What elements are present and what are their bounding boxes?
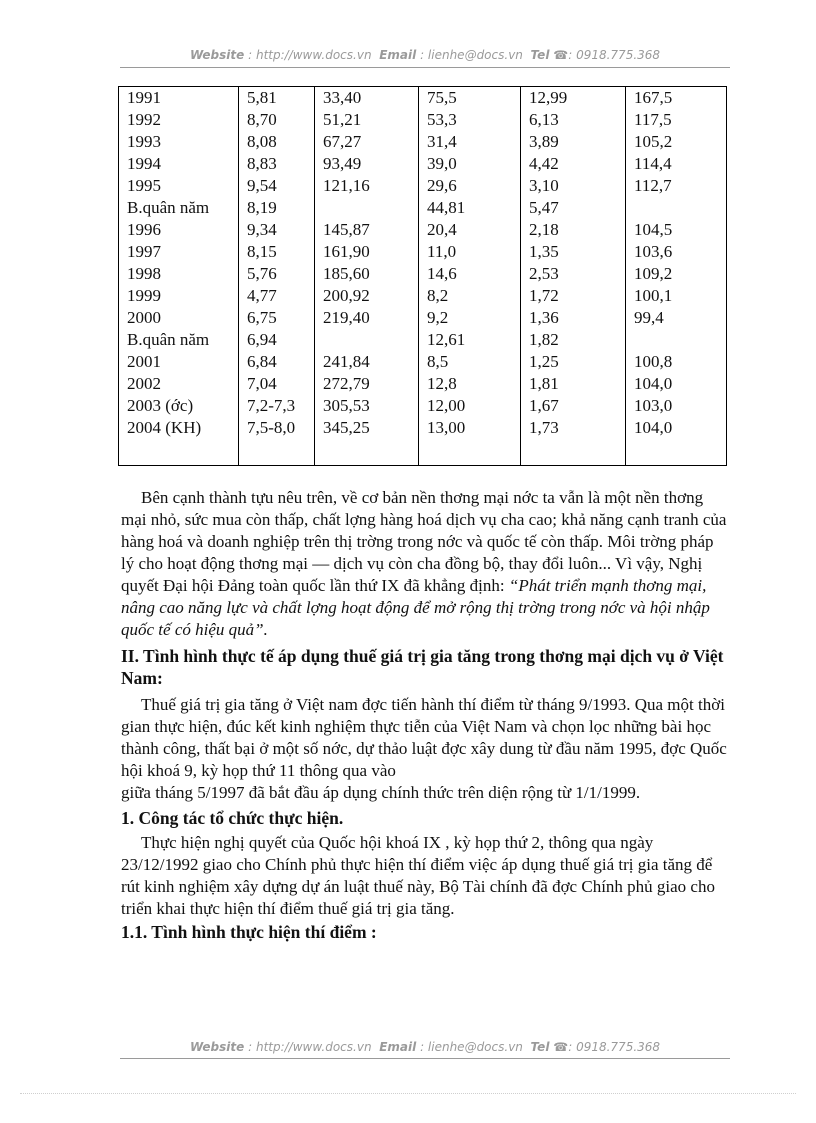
table-cell: 305,53 bbox=[315, 395, 419, 417]
table-cell: 345,25 bbox=[315, 417, 419, 439]
table-cell: 1,25 bbox=[521, 351, 626, 373]
table-cell: 2001 bbox=[119, 351, 239, 373]
table-cell bbox=[315, 329, 419, 351]
table-cell: 5,76 bbox=[239, 263, 315, 285]
paragraph-vat-history: Thuế giá trị gia tăng ở Việt nam đợc tiến hành thí điểm từ tháng 9/1993. Qua một thời gian thực hiện, đúc kết kinh nghiệm thực tiễn của Việt Nam và chọn lọc những bài học thành công, thất bại ở một số nớc, dự thảo luật đợc xây dung từ đầu năm 1995, đợc Quốc hội khoá 9, kỳ họp thứ 11 thông qua vào bbox=[121, 695, 727, 780]
table-cell: 1998 bbox=[119, 263, 239, 285]
table-cell: 1,67 bbox=[521, 395, 626, 417]
table-cell: 12,8 bbox=[419, 373, 521, 395]
tel-label: Tel bbox=[530, 1040, 550, 1054]
table-cell: 1,73 bbox=[521, 417, 626, 439]
table-cell: 161,90 bbox=[315, 241, 419, 263]
table-row bbox=[119, 131, 727, 153]
table-cell: 1,36 bbox=[521, 307, 626, 329]
table-cell: 67,27 bbox=[315, 131, 419, 153]
table-cell: 1995 bbox=[119, 175, 239, 197]
table-row bbox=[119, 153, 727, 175]
table-cell: 29,6 bbox=[419, 175, 521, 197]
table-row bbox=[119, 329, 727, 351]
table-cell: 7,5-8,0 bbox=[239, 417, 315, 439]
table-row bbox=[119, 197, 727, 219]
email-value[interactable]: : lienhe@docs.vn bbox=[420, 1040, 523, 1054]
table-cell: 3,10 bbox=[521, 175, 626, 197]
table-row bbox=[119, 395, 727, 417]
table-cell: 6,84 bbox=[239, 351, 315, 373]
header-rule bbox=[120, 67, 730, 68]
table-cell: 4,42 bbox=[521, 153, 626, 175]
table-cell: 100,1 bbox=[626, 285, 727, 307]
table-cell: 2000 bbox=[119, 307, 239, 329]
table-cell: 8,2 bbox=[419, 285, 521, 307]
table-cell: 272,79 bbox=[315, 373, 419, 395]
table-cell: 9,2 bbox=[419, 307, 521, 329]
table-cell: 241,84 bbox=[315, 351, 419, 373]
table-cell: 8,15 bbox=[239, 241, 315, 263]
table-cell: 31,4 bbox=[419, 131, 521, 153]
table-cell: 1999 bbox=[119, 285, 239, 307]
table-cell: 5,47 bbox=[521, 197, 626, 219]
table-cell: 200,92 bbox=[315, 285, 419, 307]
table-cell: 12,61 bbox=[419, 329, 521, 351]
table-row bbox=[119, 241, 727, 263]
table-cell: 1997 bbox=[119, 241, 239, 263]
table-cell: B.quân năm bbox=[119, 197, 239, 219]
table-cell: 1992 bbox=[119, 109, 239, 131]
section-heading-ii: II. Tình hình thực tế áp dụng thuế giá trị gia tăng trong thơng mại dịch vụ ở Việt Nam: bbox=[121, 646, 724, 688]
table-bottom-row bbox=[119, 439, 727, 466]
table-cell: 109,2 bbox=[626, 263, 727, 285]
table-cell: 2004 (KH) bbox=[119, 417, 239, 439]
page-header bbox=[120, 48, 730, 62]
resolution-quote: “Phát triển mạnh thơng mại, nâng cao năng lực và chất lợng hoạt động để mở rộng thị trờng trong nớc và hội nhập quốc tế có hiệu quả”. bbox=[121, 576, 710, 639]
table-cell: 39,0 bbox=[419, 153, 521, 175]
table-cell: 8,70 bbox=[239, 109, 315, 131]
table-cell: 2002 bbox=[119, 373, 239, 395]
table-cell: 8,19 bbox=[239, 197, 315, 219]
table-cell: 121,16 bbox=[315, 175, 419, 197]
statistics-table bbox=[118, 86, 727, 466]
tel-value: ☎: 0918.775.368 bbox=[553, 1040, 661, 1054]
table-cell: 4,77 bbox=[239, 285, 315, 307]
table-row bbox=[119, 87, 727, 110]
paragraph-implementation: Thực hiện nghị quyết của Quốc hội khoá IX , kỳ họp thứ 2, thông qua ngày 23/12/1992 giao cho Chính phủ thực hiện thí điểm việc áp dụng thuế giá trị gia tăng để rút kinh nghiệm xây dựng dự án luật thuế này, Bộ Tài chính đã đợc Chính phủ giao cho triển khai thực hiện thí điểm thuế giá trị gia tăng. bbox=[121, 833, 715, 918]
table-cell: 12,99 bbox=[521, 87, 626, 110]
website-url[interactable]: : http://www.docs.vn bbox=[248, 48, 372, 62]
website-label: Website bbox=[189, 48, 245, 62]
table-cell: 5,81 bbox=[239, 87, 315, 110]
table-cell: 11,0 bbox=[419, 241, 521, 263]
table-cell: 104,0 bbox=[626, 417, 727, 439]
table-row bbox=[119, 351, 727, 373]
table-row bbox=[119, 175, 727, 197]
email-label: Email bbox=[379, 1040, 417, 1054]
email-label: Email bbox=[379, 48, 417, 62]
table-cell: 44,81 bbox=[419, 197, 521, 219]
paragraph-vat-history-cont: giữa tháng 5/1997 đã bắt đầu áp dụng chính thức trên diện rộng từ 1/1/1999. bbox=[121, 783, 641, 802]
table-cell: 9,34 bbox=[239, 219, 315, 241]
statistics-table-body bbox=[119, 87, 727, 466]
email-value[interactable]: : lienhe@docs.vn bbox=[420, 48, 523, 62]
table-cell: 105,2 bbox=[626, 131, 727, 153]
table-cell: 1991 bbox=[119, 87, 239, 110]
table-cell: 1,81 bbox=[521, 373, 626, 395]
table-cell: 99,4 bbox=[626, 307, 727, 329]
table-cell: 33,40 bbox=[315, 87, 419, 110]
table-cell: 117,5 bbox=[626, 109, 727, 131]
table-cell: 167,5 bbox=[626, 87, 727, 110]
paragraph-trade-overview bbox=[121, 487, 731, 641]
table-cell: 6,13 bbox=[521, 109, 626, 131]
table-cell: 104,5 bbox=[626, 219, 727, 241]
table-cell: 9,54 bbox=[239, 175, 315, 197]
table-row bbox=[119, 109, 727, 131]
table-cell: 219,40 bbox=[315, 307, 419, 329]
table-cell: 104,0 bbox=[626, 373, 727, 395]
table-cell-empty bbox=[239, 439, 315, 466]
paragraph-trade-overview-text: Bên cạnh thành tựu nêu trên, về cơ bản nền thơng mại nớc ta vẫn là một nền thơng mại nhỏ, sức mua còn thấp, chất lợng hàng hoá dịch vụ cha cao; khả năng cạnh tranh của hàng hoá và doanh nghiệp trên thị trờng trong nớc và quốc tế còn thấp. Môi trờng pháp lý cho hoạt động thơng mại — dịch vụ còn cha đồng bộ, thay đổi luôn... Vì vậy, Nghị quyết Đại hội Đảng toàn quốc lần thứ IX đã khẳng định: bbox=[121, 488, 727, 595]
table-row bbox=[119, 417, 727, 439]
table-cell: 6,94 bbox=[239, 329, 315, 351]
table-cell: 8,83 bbox=[239, 153, 315, 175]
table-row bbox=[119, 285, 727, 307]
main-text bbox=[121, 487, 731, 943]
website-label: Website bbox=[189, 1040, 245, 1054]
table-cell: 103,6 bbox=[626, 241, 727, 263]
table-cell: 114,4 bbox=[626, 153, 727, 175]
table-cell: 1,35 bbox=[521, 241, 626, 263]
table-cell: 145,87 bbox=[315, 219, 419, 241]
table-cell: 103,0 bbox=[626, 395, 727, 417]
table-cell-empty bbox=[521, 439, 626, 466]
table-cell: 2,18 bbox=[521, 219, 626, 241]
section-heading-1-1: 1.1. Tình hình thực hiện thí điểm : bbox=[121, 922, 377, 942]
table-cell: 1996 bbox=[119, 219, 239, 241]
table-cell: 2,53 bbox=[521, 263, 626, 285]
table-cell: 100,8 bbox=[626, 351, 727, 373]
table-cell: 8,08 bbox=[239, 131, 315, 153]
table-cell: 20,4 bbox=[419, 219, 521, 241]
table-cell: 1994 bbox=[119, 153, 239, 175]
table-cell: 12,00 bbox=[419, 395, 521, 417]
table-cell: 185,60 bbox=[315, 263, 419, 285]
table-cell: 13,00 bbox=[419, 417, 521, 439]
page-bottom-border bbox=[20, 1093, 796, 1094]
table-cell: 51,21 bbox=[315, 109, 419, 131]
table-row bbox=[119, 219, 727, 241]
tel-value: ☎: 0918.775.368 bbox=[553, 48, 661, 62]
table-cell bbox=[626, 329, 727, 351]
table-cell bbox=[626, 197, 727, 219]
table-cell bbox=[315, 197, 419, 219]
table-cell: 53,3 bbox=[419, 109, 521, 131]
table-cell: 7,04 bbox=[239, 373, 315, 395]
table-cell-empty bbox=[119, 439, 239, 466]
page-footer bbox=[120, 1040, 730, 1054]
footer-rule bbox=[120, 1058, 730, 1059]
website-url[interactable]: : http://www.docs.vn bbox=[248, 1040, 372, 1054]
section-heading-1: 1. Công tác tổ chức thực hiện. bbox=[121, 808, 344, 828]
table-cell: 3,89 bbox=[521, 131, 626, 153]
table-row bbox=[119, 307, 727, 329]
table-cell: 6,75 bbox=[239, 307, 315, 329]
table-cell: 7,2-7,3 bbox=[239, 395, 315, 417]
table-row bbox=[119, 263, 727, 285]
table-cell: 1,72 bbox=[521, 285, 626, 307]
table-cell: 1,82 bbox=[521, 329, 626, 351]
table-cell: 112,7 bbox=[626, 175, 727, 197]
tel-label: Tel bbox=[530, 48, 550, 62]
table-cell-empty bbox=[626, 439, 727, 466]
table-cell: 1993 bbox=[119, 131, 239, 153]
table-row bbox=[119, 373, 727, 395]
table-cell: 2003 (ớc) bbox=[119, 395, 239, 417]
table-cell: 14,6 bbox=[419, 263, 521, 285]
table-cell-empty bbox=[419, 439, 521, 466]
table-cell: 75,5 bbox=[419, 87, 521, 110]
table-cell: 8,5 bbox=[419, 351, 521, 373]
table-cell: B.quân năm bbox=[119, 329, 239, 351]
table-cell-empty bbox=[315, 439, 419, 466]
table-cell: 93,49 bbox=[315, 153, 419, 175]
